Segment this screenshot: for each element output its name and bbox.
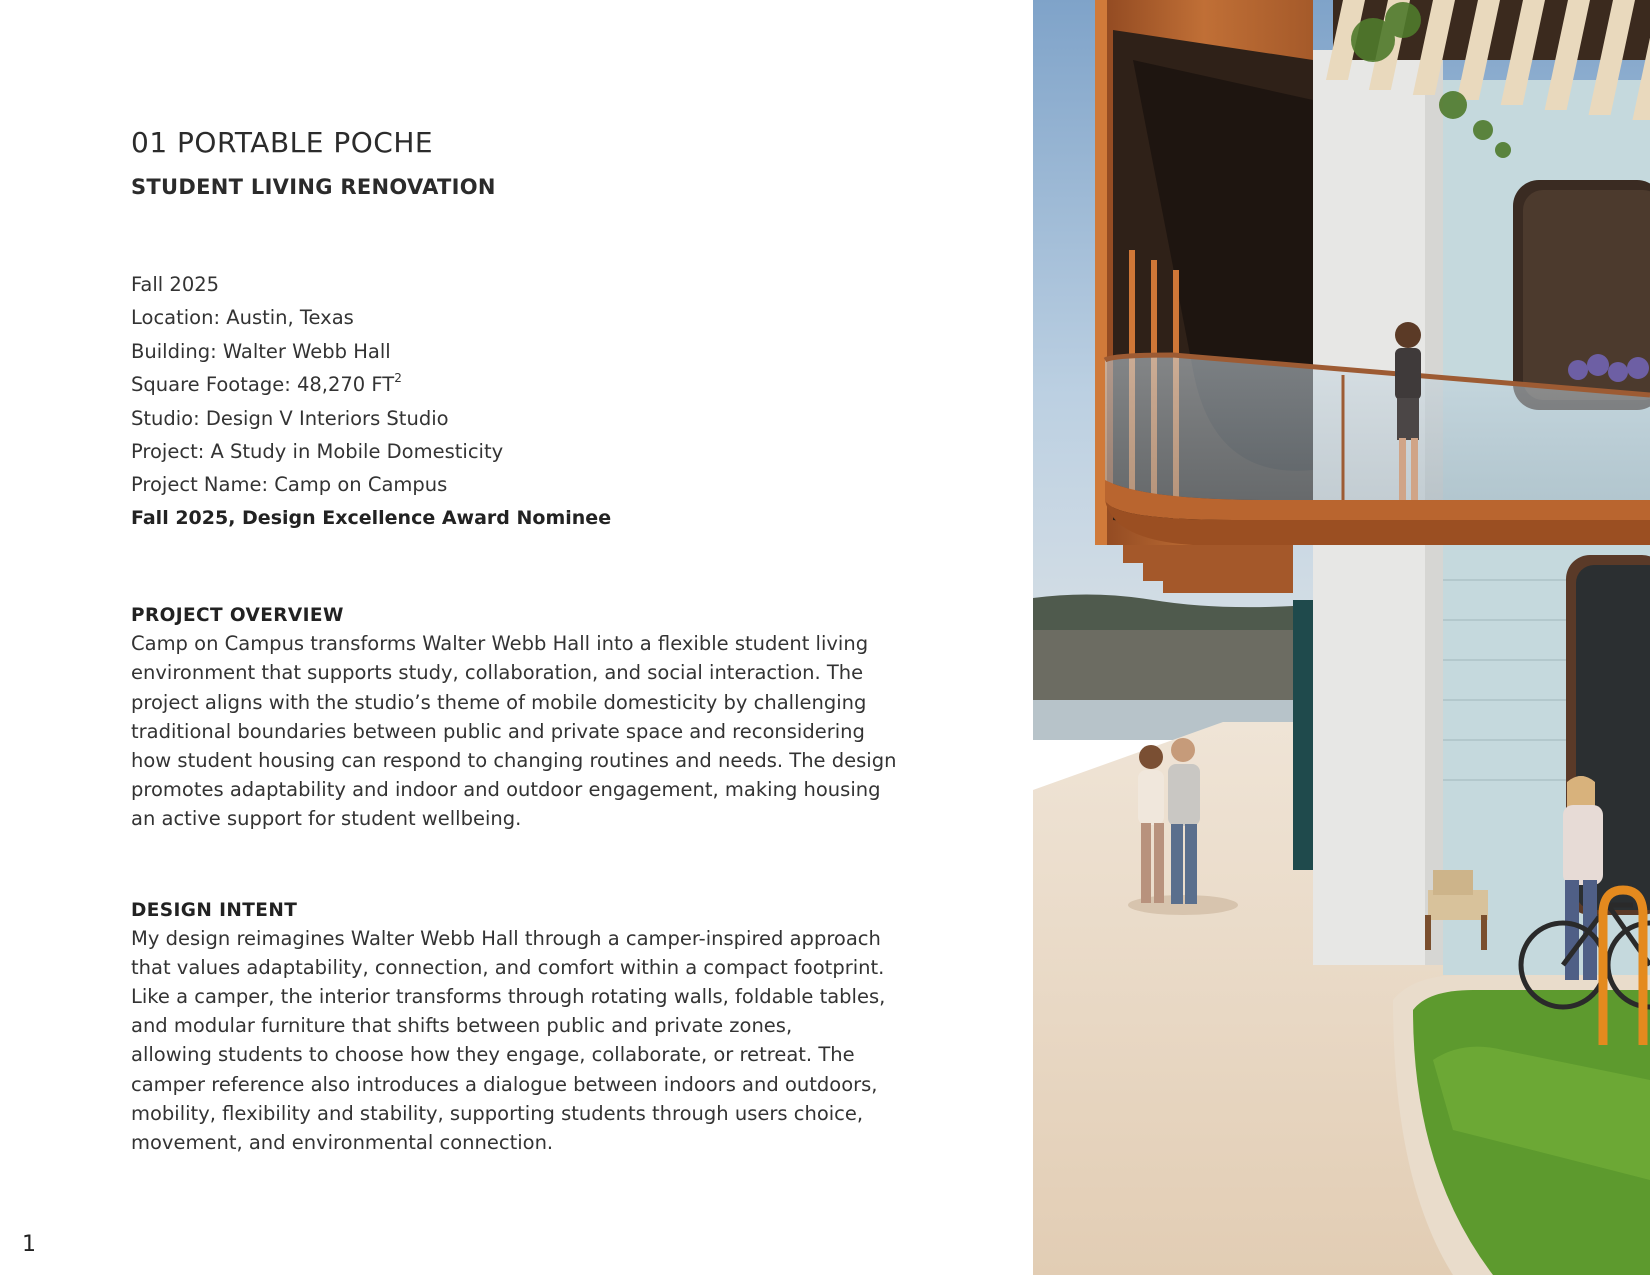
intent-line: and modular furniture that shifts between public and private zones, xyxy=(131,1014,793,1038)
page-title: 01 PORTABLE POCHE xyxy=(131,126,434,159)
person-with-bike xyxy=(1563,776,1603,980)
intent-heading: DESIGN INTENT xyxy=(131,899,298,921)
square-footage-value: Square Footage: 48,270 FT xyxy=(131,373,395,397)
overview-line: traditional boundaries between public and private space and reconsidering xyxy=(131,719,865,743)
meta-term: Fall 2025 xyxy=(131,273,220,296)
intent-line: mobility, flexibility and stability, supporting students through users choice, xyxy=(131,1101,864,1125)
meta-square-footage xyxy=(131,368,951,401)
meta-studio: Studio: Design V Interiors Studio xyxy=(131,406,449,430)
intent-paragraph xyxy=(131,924,951,1158)
intent-line: Like a camper, the interior transforms through rotating walls, foldable tables, xyxy=(131,985,886,1009)
overview-paragraph xyxy=(131,629,951,833)
project-meta xyxy=(131,268,951,535)
meta-project: Project: A Study in Mobile Domesticity xyxy=(131,440,504,464)
overview-line: Camp on Campus transforms Walter Webb Hall into a flexible student living xyxy=(131,632,869,656)
text-column xyxy=(131,126,951,1157)
overview-line: an active support for student wellbeing. xyxy=(131,807,522,831)
intent-line: allowing students to choose how they engage, collaborate, or retreat. The xyxy=(131,1043,855,1067)
intent-line: camper reference also introduces a dialogue between indoors and outdoors, xyxy=(131,1072,878,1096)
overview-line: project aligns with the studio’s theme of mobile domesticity by challenging xyxy=(131,690,867,714)
intent-line: My design reimagines Walter Webb Hall through a camper-inspired approach xyxy=(131,926,881,950)
overview-line: how student housing can respond to changing routines and needs. The design xyxy=(131,749,897,773)
overview-line: promotes adaptability and indoor and outdoor engagement, making housing xyxy=(131,778,881,802)
square-footage-superscript: 2 xyxy=(394,370,402,385)
page-number: 1 xyxy=(22,1232,36,1257)
overview-heading: PROJECT OVERVIEW xyxy=(131,605,344,627)
meta-building: Building: Walter Webb Hall xyxy=(131,339,391,363)
architectural-render xyxy=(1033,0,1650,1275)
intent-line: that values adaptability, connection, and comfort within a compact footprint. xyxy=(131,955,885,979)
intent-line: movement, and environmental connection. xyxy=(131,1131,554,1155)
meta-award: Fall 2025, Design Excellence Award Nominee xyxy=(131,506,612,529)
meta-location: Location: Austin, Texas xyxy=(131,306,354,330)
overview-line: environment that supports study, collaboration, and social interaction. The xyxy=(131,661,864,685)
page-subtitle: STUDENT LIVING RENOVATION xyxy=(131,175,496,199)
meta-project-name: Project Name: Camp on Campus xyxy=(131,473,448,497)
